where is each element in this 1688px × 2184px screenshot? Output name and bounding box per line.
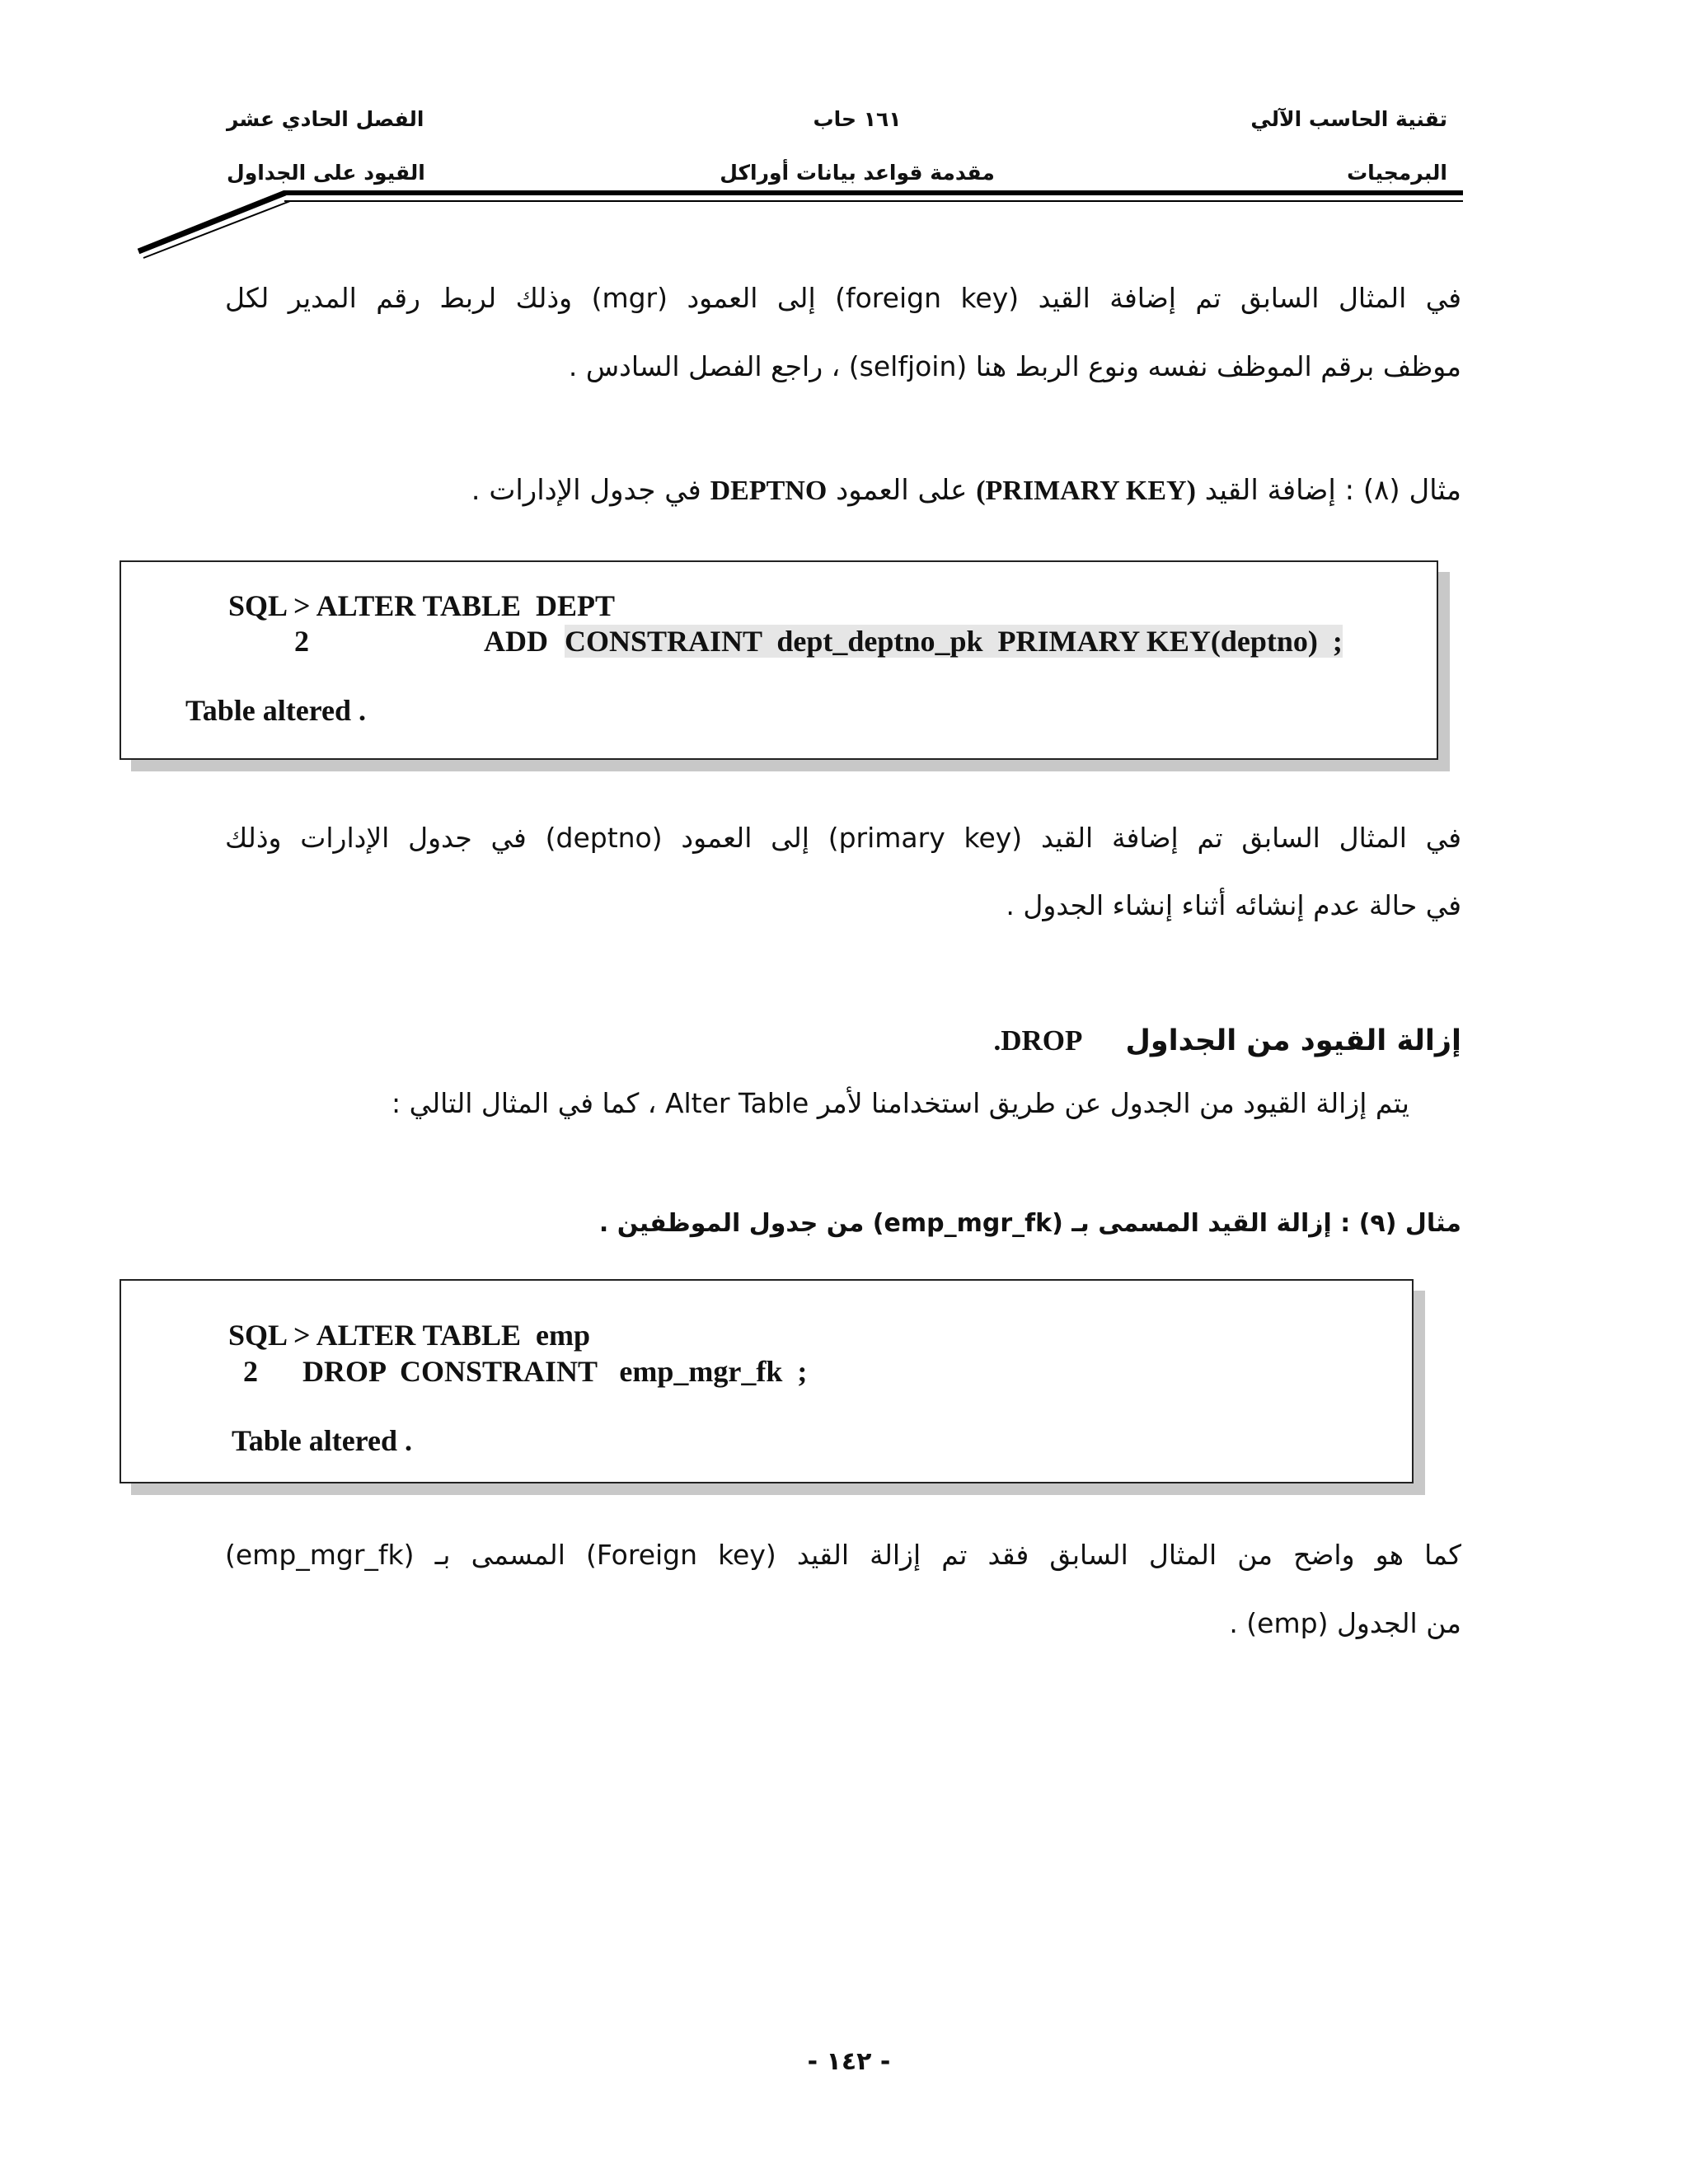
header-course-code: ١٦١ حاب — [813, 107, 902, 131]
paragraph-line: كما هو واضح من المثال السابق فقد تم إزالة القيد (Foreign key) المسمى بـ (emp_mgr_fk) — [225, 1539, 1461, 1571]
sql-code-box-add-constraint — [120, 560, 1438, 760]
example-8-suffix: في جدول الإدارات . — [471, 474, 701, 507]
section-intro: يتم إزالة القيود من الجدول عن طريق استخدامنا لأمر Alter Table ، كما في المثال التالي : — [392, 1087, 1409, 1119]
sql-result: Table altered . — [232, 1424, 413, 1457]
header-chapter-number: الفصل الحادي عشر — [227, 107, 424, 131]
paragraph-line: في المثال السابق تم إضافة القيد (foreign key) إلى العمود (mgr) وذلك لربط رقم المدير لكل — [225, 282, 1461, 314]
paragraph-foreign-key-explanation — [225, 284, 1461, 383]
paragraph-line: من الجدول (emp) . — [1229, 1607, 1461, 1639]
header-department: البرمجيات — [1347, 161, 1447, 185]
paragraph-drop-explanation — [225, 1541, 1461, 1640]
sql-line-2: 2 DROP CONSTRAINT emp_mgr_fk ; — [228, 1355, 808, 1388]
header-rule-slant — [132, 185, 297, 260]
example-9-heading: مثال (٩) : إزالة القيد المسمى بـ (emp_mgr_fk) من جدول الموظفين . — [598, 1209, 1461, 1238]
paragraph-line: موظف برقم الموظف نفسه ونوع الربط هنا (selfjoin) ، راجع الفصل السادس . — [568, 350, 1461, 382]
sql-add-keyword: ADD — [484, 625, 548, 658]
sql-line-1: SQL > ALTER TABLE emp — [228, 1319, 591, 1352]
example-8-key2: DEPTNO — [710, 476, 828, 506]
example-8-mid: على العمود — [836, 474, 968, 507]
example-8-key1: (PRIMARY KEY) — [976, 476, 1196, 506]
page-number: - ١٤٢ - — [807, 2047, 891, 2076]
sql-result: Table altered . — [185, 694, 367, 727]
section-heading-drop — [993, 1026, 1461, 1056]
paragraph-line: في حالة عدم إنشائه أثناء إنشاء الجدول . — [1006, 889, 1461, 921]
paragraph-line: في المثال السابق تم إضافة القيد (primary key) إلى العمود (deptno) في جدول الإدارات وذلك — [225, 822, 1461, 854]
sql-line-number: 2 — [294, 625, 309, 658]
sql-constraint-clause — [565, 626, 1343, 656]
sql-line-1: SQL > ALTER TABLE DEPT — [228, 589, 616, 622]
header-chapter-title: القيود على الجداول — [227, 161, 425, 185]
sql-code-box-drop-constraint — [120, 1279, 1414, 1483]
header-book-title: مقدمة قواعد بيانات أوراكل — [720, 161, 995, 185]
section-title-arabic: إزالة القيود من الجداول — [1125, 1024, 1461, 1057]
sql-constraint-highlight: CONSTRAINT dept_deptno_pk PRIMARY KEY(deptno) ; — [565, 625, 1343, 658]
example-8-prefix: مثال (٨) : إضافة القيد — [1204, 474, 1461, 507]
paragraph-primary-key-explanation — [225, 824, 1461, 923]
header-course-title: تقنية الحاسب الآلي — [1250, 107, 1447, 131]
example-8-heading — [471, 476, 1461, 505]
section-title-english: DROP. — [993, 1024, 1083, 1057]
